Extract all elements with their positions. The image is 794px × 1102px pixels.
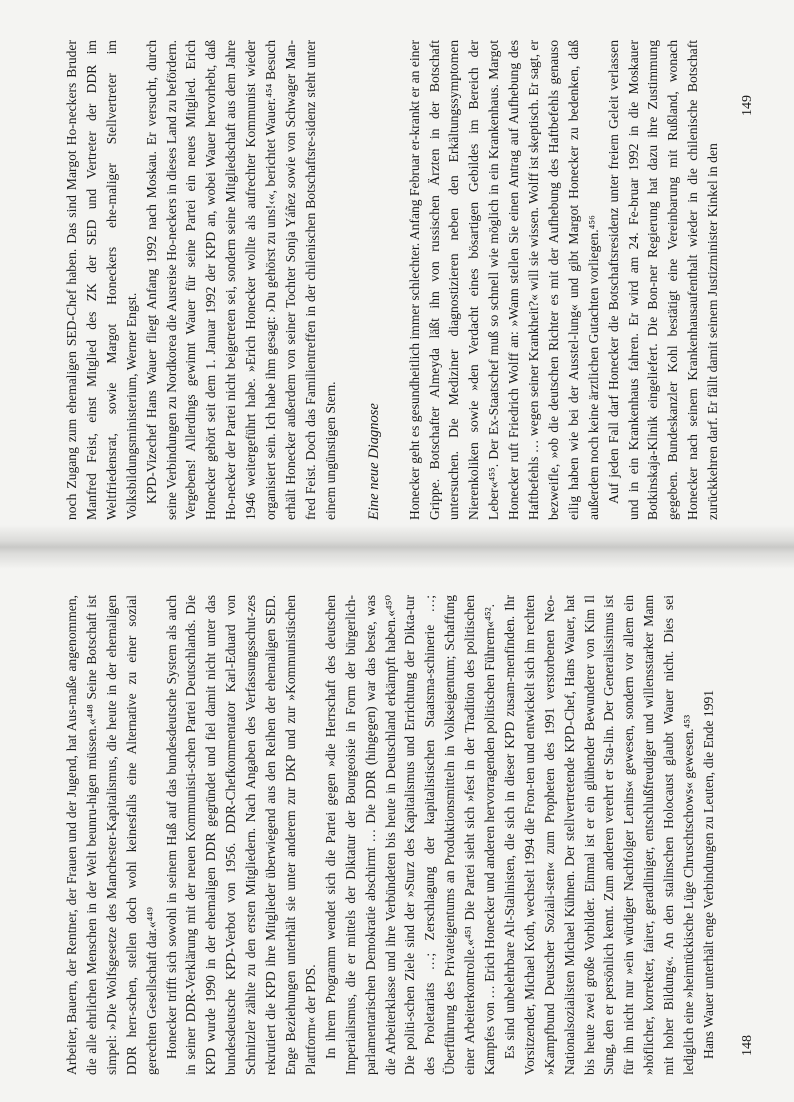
paragraph: Arbeiter, Bauern, der Rentner, der Frauen und der Jugend, hat Aus-maße angenommen, die alle ehrlichen Menschen in der Welt beunru-higen müssen.«⁴⁴⁸ Seine Botschaft ist simpel: »Die Wolfsgesetze des Manchester-Kapitalismus, die heute in der ehemaligen DDR herr-schen, stellen doch wohl keinesfalls eine Alternative zu einer sozial gerechten Gesellschaft dar.«⁴⁴⁹ [64, 595, 159, 1075]
section-heading: Eine neue Diagnose [365, 403, 382, 520]
page-number-upper: 149 [740, 95, 755, 116]
paragraph: Honecker geht es gesundheitlich immer schlechter. Anfang Februar er-krankt er an einer Grippe. Botschafter Almeyda läßt ihn von russischen Ärzten in der Botschaft untersuchen. Die Mediziner diagnostizieren neben den Erkältungssymptomen Nierenkoliken sowie »den Verdacht eines bösartigen Gebildes im Bereich der Leber«⁴⁵⁵. Der Ex-Staatschef muß so schnell wie möglich in ein Krankenhaus. Margot Honecker ruft Friedrich Wolff an: »Wann stellen Sie einen Antrag auf Aufhebung des Haftbefehls … wegen seiner Krankheit?« will sie wissen. Wolff ist skeptisch. Er sagt, er bezweifle, »ob die deutschen Richter es mit der Aufhebung des Haftbefehls genauso eilig haben wie bei der Ausstel-lung« und gibt Margot Honecker zu bedenken, daß außerdem noch keine ärztlichen Gutachten vorliegen.⁴⁵⁶ [406, 40, 601, 520]
paragraph: Hans Wauer unterhält enge Verbindungen zu Leuten, die Ende 1991 [701, 689, 716, 1059]
paragraph: KPD-Vizechef Hans Wauer fliegt Anfang 1992 nach Moskau. Er versucht, durch seine Verbindungen zu Nordkorea die Ausreise Ho-neckers in dieses Land zu befördern. Vergebens! Allerdings gewinnt Wauer für seine Partei ein neues Mitglied. Erich Honecker gehört seit dem 1. Januar 1992 der KPD an, wobei Wauer hervorhebt, daß Ho-necker der Partei nicht beigetreten sei, sondern seine Mitgliedschaft aus dem Jahre 1946 weitergeführt habe. »Erich Honecker wollte als aufrechter Kommunist wieder organisiert sein. Ich habe ihm gesagt: ›Du gehörst zu uns!‹«, berichtet Wauer.⁴⁵⁴ Besuch erhält Honecker außerdem von seiner Tochter Sonja Yáñez sowie von Schwager Man-fred Feist. Doch das Familientreffen in der chilenischen Botschaftsre-sidenz steht unter einem ungünstigen Stern. [143, 40, 338, 520]
paragraph: In ihrem Programm wendet sich die Partei gegen »die Herrschaft des deutschen Imperialismus, die er mittels der Diktatur der Bourgeoisie in Form der bürgerlich-parlamentarischen Demokratie abschirmt … Die DDR (hingegen) war das beste, was die Arbeiterklasse und ihre Verbündeten bis heute in Deutschland erkämpft haben.«⁴⁵⁰ Die politi-schen Ziele sind der »Sturz des Kapitalismus und Errichtung der Dikta-tur des Proletariats …; Zerschlagung der kapitalistischen Staatsma-schinerie …; Überführung des Privateigentums an Produktionsmitteln in Volkseigentum; Schaffung einer Arbeiterkontrolle.«⁴⁵¹ Die Partei sieht sich »fest in der Tradition des politischen Kampfes von … Erich Honecker und anderen hervorragenden politischen Führern«⁴⁵². [322, 595, 498, 1075]
page-149 [62, 40, 782, 520]
paragraph: Es sind unbelehrbare Alt-Stalinisten, die sich in dieser KPD zusam-menfinden. Ihr Vorsitzender, Michael Koth, wechselt 1994 die Fron-ten und entwickelt sich im rechten »Kampfbund Deutscher Soziali-sten« zum Propheten des 1991 verstorbenen Neo-Nationalsozialisten Michael Kühnen. Der stellvertretende KPD-Chef, Hans Wauer, hat bis heute zwei große Vorbilder. Einmal ist er ein glühender Bewunderer von Kim Il Sung, den er persönlich kennt. Zum anderen verehrt er Sta-lin. Der Generalissimus ist für ihn nicht nur »ein würdiger Nachfolger Lenins« gewesen, sondern vor allem ein »höflicher, korrekter, fairer, geradliniger, entschlußfreudiger und willensstarker Mann mit hoher Bildung«. An den stalinschen Holocaust glaubt Wauer nicht. Dies sei lediglich eine »heimtückische Lüge Chruschtschows« gewesen.⁴⁵³ [501, 595, 697, 1075]
page-number-lower: 148 [740, 1035, 755, 1056]
paragraph: noch Zugang zum ehemaligen SED-Chef haben. Das sind Margot Ho-neckers Bruder Manfred Feist, einst Mitglied des ZK der SED und Vertreter der DDR im Weltfriedensrat, sowie Margot Honeckers ehe-maliger Stellvertreter im Volksbildungsministerium, Werner Engst. [64, 40, 139, 520]
page-148 [62, 595, 782, 1075]
book-gutter [0, 525, 794, 569]
paragraph: Auf jeden Fall darf Honecker die Botschaftsresidenz unter freiem Geleit verlassen und in ein Krankenhaus fahren. Er wird am 24. Fe-bruar 1992 in die Moskauer Botkinskaja-Klinik eingeliefert. Die Bon-ner Regierung hat dazu ihre Zustimmung gegeben. Bundeskanzler Kohl bestätigt eine Vereinbarung mit Rußland, wonach Honecker nach seinem Krankenhausaufenthalt wieder in die chilenische Botschaft zurückkehren darf. Er fällt damit seinem Justizminister Kinkel in den [605, 40, 721, 520]
paragraph: Honecker trifft sich sowohl in seinem Haß auf das bundesdeutsche System als auch in seiner DDR-Verklärung mit der neuen Kommunisti-schen Partei Deutschlands. Die KPD wurde 1990 in der ehemaligen DDR gegründet und fiel damit nicht unter das bundesdeutsche KPD-Verbot von 1956. DDR-Chefkommentator Karl-Eduard von Schnitzler zählte zu den ersten Mitgliedern. Nach Angaben des Verfassungsschut-zes rekrutiert die KPD ihre Mitglieder überwiegend aus den Reihen der ehemaligen SED. Enge Beziehungen unterhält sie unter anderem zur DKP und zur »Kommunistischen Plattform« der PDS. [163, 595, 318, 1075]
